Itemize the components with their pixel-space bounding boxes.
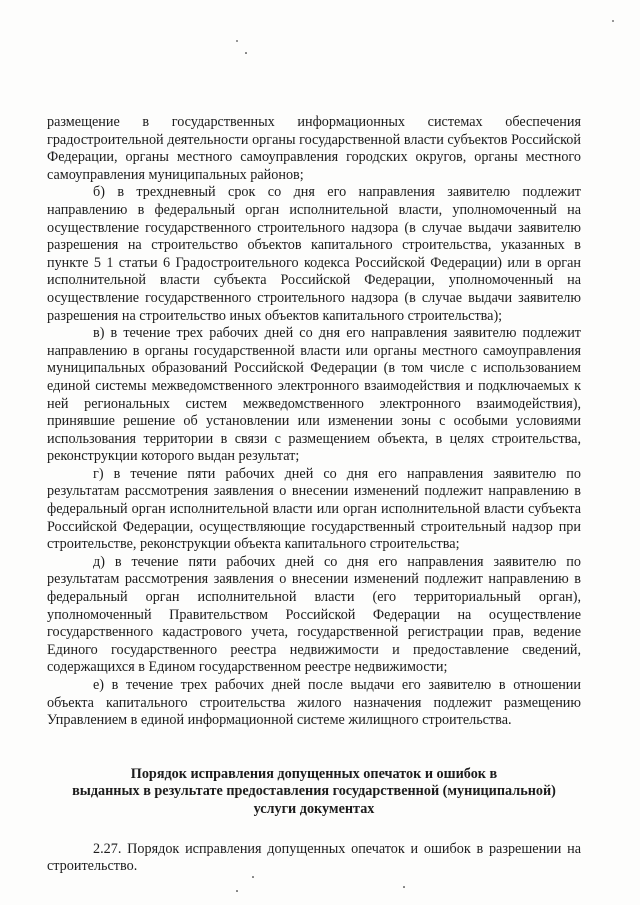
heading-line-1: Порядок исправления допущенных опечаток и ошибок в <box>130 765 498 782</box>
heading-line-2: выданных в результате предоставления государственной (муниципальной) <box>72 783 556 800</box>
paragraph-continuation: размещение в государственных информационных системах обеспечения градостроительной деятельности органы государственной власти субъектов Российской Федерации, органы местного самоуправления городских округов, органы местного самоуправления муниципальных районов; <box>47 114 581 183</box>
paragraph-v: в) в течение трех рабочих дней со дня его направления заявителю подлежит направлению в органы государственной власти или органы местного самоуправления муниципальных образований Российской Федерации (в том числе с использованием единой системы межведомственного электронного взаимодействия и подключаемых к ней региональных систем межведомственного электронного взаимодействия), принявшие решение об установлении или изменении зоны с особыми условиями использования территории в связи с размещением объекта, в целях строительства, реконструкции которого выдан результат; <box>47 325 581 465</box>
section-heading <box>47 766 581 819</box>
scan-speck <box>612 20 614 22</box>
paragraph-g: г) в течение пяти рабочих дней со дня его направления заявителю по результатам рассмотрения заявления о внесении изменений подлежит направлению в федеральный орган исполнительной власти или орган исполнительной власти субъекта Российской Федерации, осуществляющие государственный строительный надзор при строительстве, реконструкции объекта капитального строительства; <box>47 465 581 553</box>
paragraph-2-27: 2.27. Порядок исправления допущенных опечаток и ошибок в разрешении на строительство. <box>47 840 581 875</box>
scan-speck <box>245 52 247 54</box>
paragraph-d: д) в течение пяти рабочих дней со дня его направления заявителю по результатам рассмотрения заявления о внесении изменений подлежит направлению в федеральный орган исполнительной власти (его территориальный орган), уполномоченный Правительством Российской Федерации на осуществление государственного кадастрового учета, государственной регистрации прав, ведение Единого государственного реестра недвижимости и предоставление сведений, содержащихся в Едином государственном реестре недвижимости; <box>47 553 581 676</box>
paragraph-b: б) в трехдневный срок со дня его направления заявителю подлежит направлению в федеральный орган исполнительной власти, уполномоченный на осуществление государственного строительного надзора (в случае выдачи заявителю разрешения на строительство объектов капитального строительства, указанных в пункте 5 1 статьи 6 Градостроительного кодекса Российской Федерации) или в орган исполнительной власти субъекта Российской Федерации, уполномоченный на осуществление государственного строительного надзора (в случае выдачи заявителю разрешения на строительство иных объектов капитального строительства); <box>47 184 581 324</box>
heading-line-3: услуги документах <box>253 800 375 817</box>
scan-speck <box>236 40 238 42</box>
scan-speck <box>252 876 254 878</box>
paragraph-e: е) в течение трех рабочих дней после выдачи его заявителю в отношении объекта капитального строительства жилого назначения подлежит размещению Управлением в единой информационной системе жилищного строительства. <box>47 677 581 729</box>
scan-speck <box>236 890 238 892</box>
scan-speck <box>403 886 405 888</box>
document-body <box>47 114 581 876</box>
